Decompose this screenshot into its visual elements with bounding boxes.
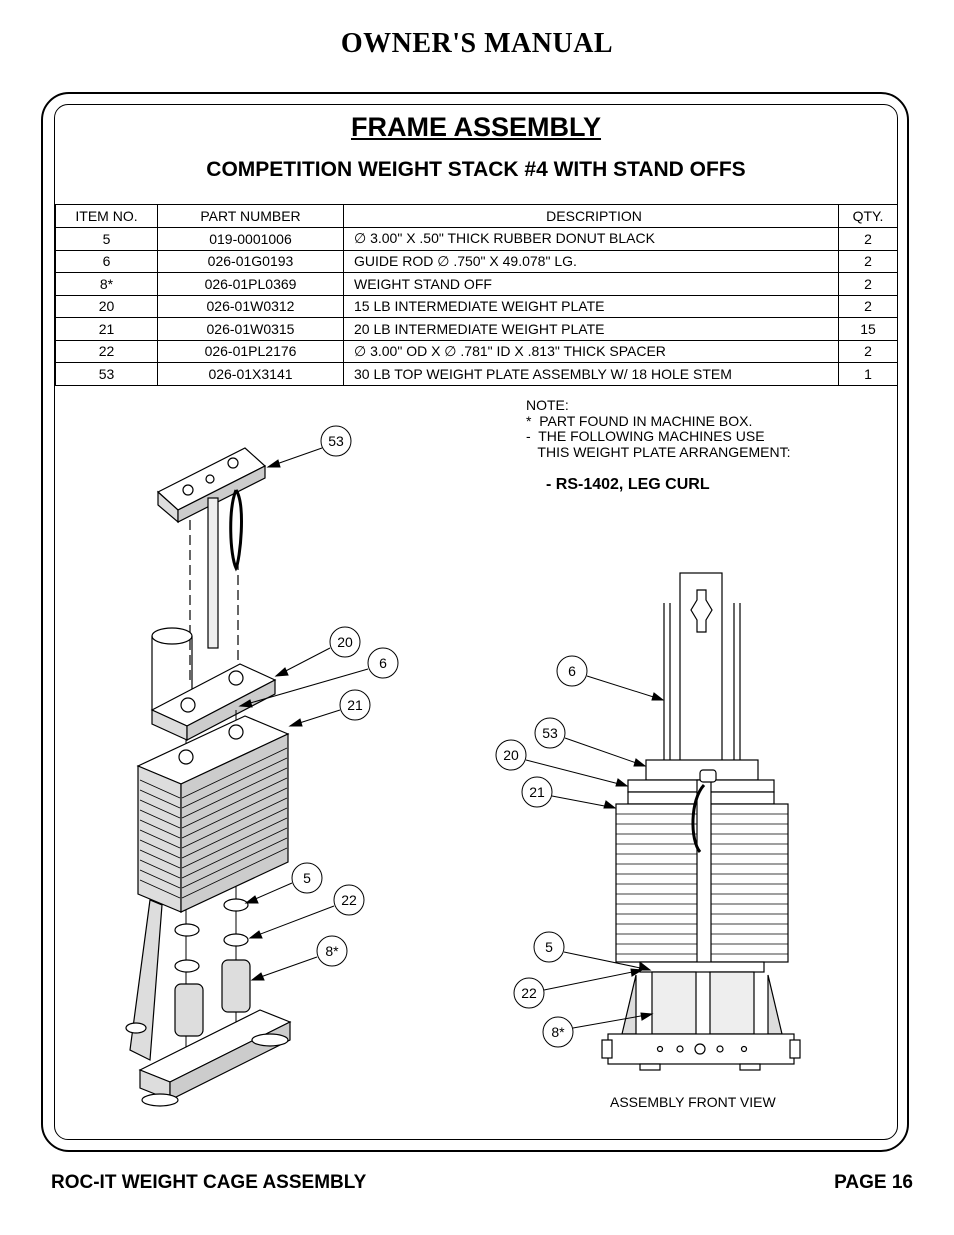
callout-label: 8*: [325, 943, 339, 959]
callout-label: 6: [568, 663, 576, 679]
exploded-callouts: [240, 426, 398, 980]
cell-item: 6: [56, 250, 158, 273]
callout-label: 6: [379, 655, 387, 671]
cell-desc: GUIDE ROD ∅ .750" X 49.078" LG.: [344, 250, 839, 273]
cell-desc: WEIGHT STAND OFF: [344, 273, 839, 296]
cell-item: 21: [56, 318, 158, 341]
cell-part: 026-01PL2176: [158, 340, 344, 363]
front-view-caption: ASSEMBLY FRONT VIEW: [610, 1094, 776, 1110]
cell-qty: 2: [839, 228, 898, 251]
header-item-no: ITEM NO.: [56, 205, 158, 228]
cell-item: 8*: [56, 273, 158, 296]
cell-part: 026-01G0193: [158, 250, 344, 273]
footer-title: ROC-IT WEIGHT CAGE ASSEMBLY: [51, 1172, 367, 1193]
page-number: PAGE 16: [834, 1172, 913, 1193]
cell-part: 019-0001006: [158, 228, 344, 251]
cell-part: 026-01W0312: [158, 295, 344, 318]
cell-item: 20: [56, 295, 158, 318]
cell-qty: 2: [839, 273, 898, 296]
cell-part: 026-01W0315: [158, 318, 344, 341]
cell-qty: 2: [839, 250, 898, 273]
header-part-number: PART NUMBER: [158, 205, 344, 228]
header-description: DESCRIPTION: [344, 205, 839, 228]
cell-qty: 1: [839, 363, 898, 386]
callout-label: 5: [545, 939, 553, 955]
callout-label: 5: [303, 870, 311, 886]
cell-qty: 15: [839, 318, 898, 341]
callout-label: 22: [521, 985, 537, 1001]
callout-label: 22: [341, 892, 357, 908]
header-qty: QTY.: [839, 205, 898, 228]
note-text: NOTE: * PART FOUND IN MACHINE BOX. - THE FOLLOWING MACHINES USE THIS WEIGHT PLATE ARRANGEMENT:: [526, 397, 791, 460]
section-subtitle: COMPETITION WEIGHT STACK #4 WITH STAND OFFS: [206, 158, 746, 181]
manual-title: OWNER'S MANUAL: [340, 28, 614, 59]
front-view-drawing: [602, 573, 800, 1070]
callout-label: 20: [503, 747, 519, 763]
cell-desc: 20 LB INTERMEDIATE WEIGHT PLATE: [344, 318, 839, 341]
callout-label: 21: [529, 784, 545, 800]
callout-label: 8*: [551, 1024, 565, 1040]
cell-item: 22: [56, 340, 158, 363]
cell-qty: 2: [839, 295, 898, 318]
cell-item: 5: [56, 228, 158, 251]
cell-qty: 2: [839, 340, 898, 363]
cell-desc: 15 LB INTERMEDIATE WEIGHT PLATE: [344, 295, 839, 318]
callout-label: 53: [328, 433, 344, 449]
cell-part: 026-01PL0369: [158, 273, 344, 296]
callout-label: 53: [542, 725, 558, 741]
cell-desc: 30 LB TOP WEIGHT PLATE ASSEMBLY W/ 18 HOLE STEM: [344, 363, 839, 386]
section-title: FRAME ASSEMBLY: [350, 112, 602, 142]
cell-part: 026-01X3141: [158, 363, 344, 386]
callout-label: 20: [337, 634, 353, 650]
cell-desc: ∅ 3.00" OD X ∅ .781" ID X .813" THICK SPACER: [344, 340, 839, 363]
cell-desc: ∅ 3.00" X .50" THICK RUBBER DONUT BLACK: [344, 228, 839, 251]
exploded-view-drawing: [126, 448, 290, 1106]
machine-label: - RS-1402, LEG CURL: [546, 476, 710, 493]
callout-label: 21: [347, 697, 363, 713]
cell-item: 53: [56, 363, 158, 386]
